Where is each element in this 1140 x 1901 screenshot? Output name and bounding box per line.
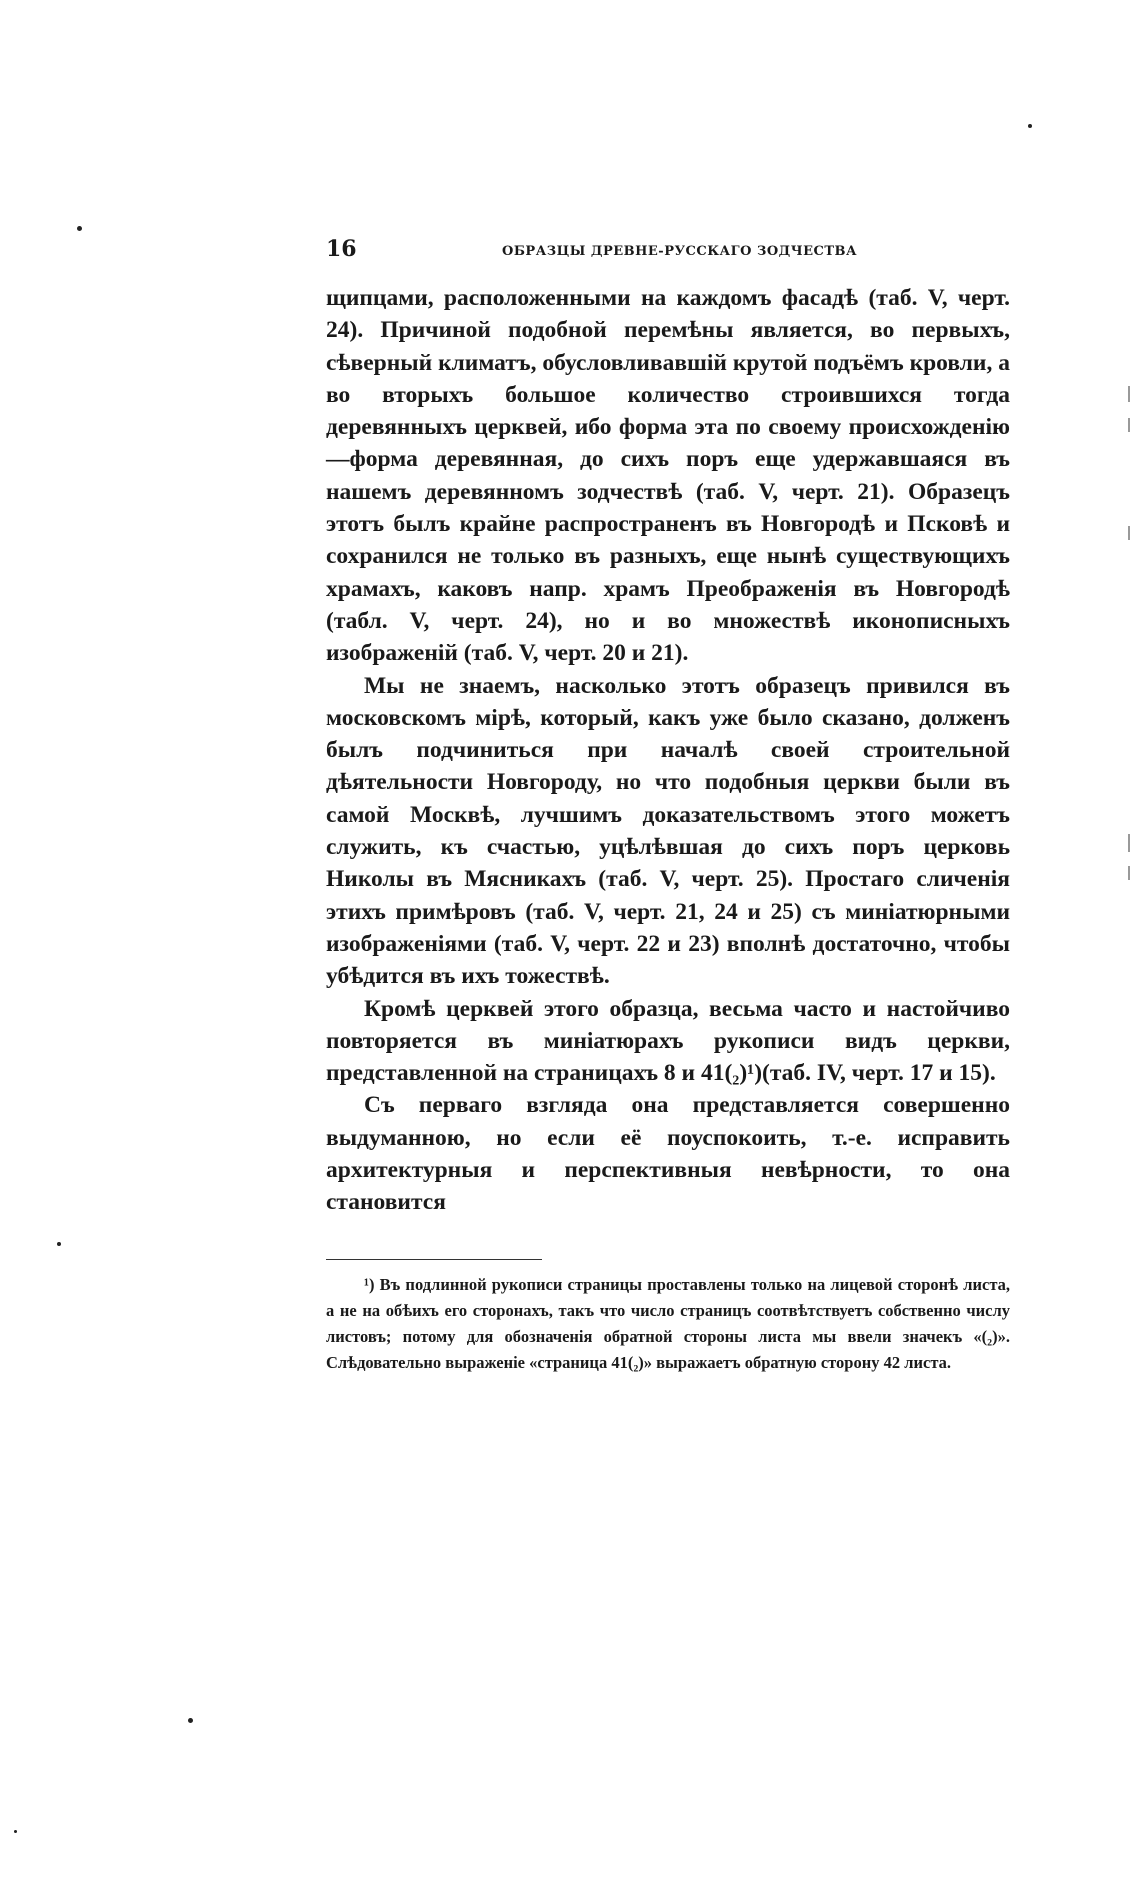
book-page: [326, 236, 1010, 1376]
paragraph: Кромѣ церквей этого образца, весьма часто и настойчиво повторяется въ миніатюрахъ рукописи видъ церкви, представленной на страницахъ 8 и 41(₂)¹)(таб. IV, черт. 17 и 15).: [326, 995, 1010, 1087]
page-number: 16: [326, 236, 357, 262]
running-title: ОБРАЗЦЫ ДРЕВНЕ-РУССКАГО ЗОДЧЕСТВА: [502, 244, 858, 259]
paragraph: Мы не знаемъ, насколько этотъ образецъ привился въ московскомъ мірѣ, который, какъ уже было сказано, долженъ былъ подчиниться при началѣ своей строительной дѣятельности Новгороду, но что подобныя церкви были въ самой Москвѣ, лучшимъ доказательствомъ этого можетъ служить, къ счастью, уцѣлѣвшая до сихъ поръ церковь Николы въ Мясникахъ (таб. V, черт. 25). Простаго сличенія этихъ примѣровъ (таб. V, черт. 21, 24 и 25) съ миніатюрными изображеніями (таб. V, черт. 22 и 23) вполнѣ достаточно, чтобы убѣдится въ ихъ тожествѣ.: [326, 672, 1010, 990]
footnotes: [326, 1272, 1010, 1376]
running-head: [326, 236, 1010, 266]
scan-mark: [1128, 834, 1130, 852]
footnote: ¹) Въ подлинной рукописи страницы проставлены только на лицевой сторонѣ листа, а не на обѣихъ его сторонахъ, такъ что число страницъ соотвѣтствуетъ собственно числу листовъ; потому для обозначенія обратной стороны листа мы ввели значекъ «(₂)». Слѣдовательно выраженіе «страница 41(₂)» выражаетъ обратную сторону 42 листа.: [326, 1274, 1010, 1372]
scan-mark: [1128, 526, 1130, 540]
scan-speck: [57, 1242, 61, 1246]
footnote-rule: [326, 1259, 542, 1260]
scan-mark: [1128, 866, 1130, 880]
scan-mark: [1128, 386, 1130, 402]
paragraph: щипцами, расположенными на каждомъ фасадѣ (таб. V, черт. 24). Причиной подобной перемѣны является, во первыхъ, сѣверный климатъ, обусловливавшій крутой подъёмъ кровли, а во вторыхъ большое количество строившихся тогда деревянныхъ церквей, ибо форма эта по своему происхожденію—форма деревянная, до сихъ поръ еще удержавшаяся въ нашемъ деревянномъ зодчествѣ (таб. V, черт. 21). Образецъ этотъ былъ крайне распространенъ въ Новгородѣ и Псковѣ и сохранился не только въ разныхъ, еще нынѣ существующихъ храмахъ, каковъ напр. храмъ Преображенія въ Новгородѣ (табл. V, черт. 24), но и во множествѣ иконописныхъ изображеній (таб. V, черт. 20 и 21).: [326, 285, 1010, 667]
paragraph: Съ перваго взгляда она представляется совершенно выдуманною, но если её поуспокоить, т.-е. исправить архитектурныя и перспективныя невѣрности, то она становится: [326, 1092, 1010, 1216]
body-text: [326, 282, 1010, 1219]
scan-speck: [14, 1830, 17, 1833]
scan-mark: [1128, 418, 1130, 432]
scan-speck: [188, 1718, 193, 1723]
scan-speck: [1028, 124, 1032, 128]
scan-speck: [77, 226, 82, 231]
